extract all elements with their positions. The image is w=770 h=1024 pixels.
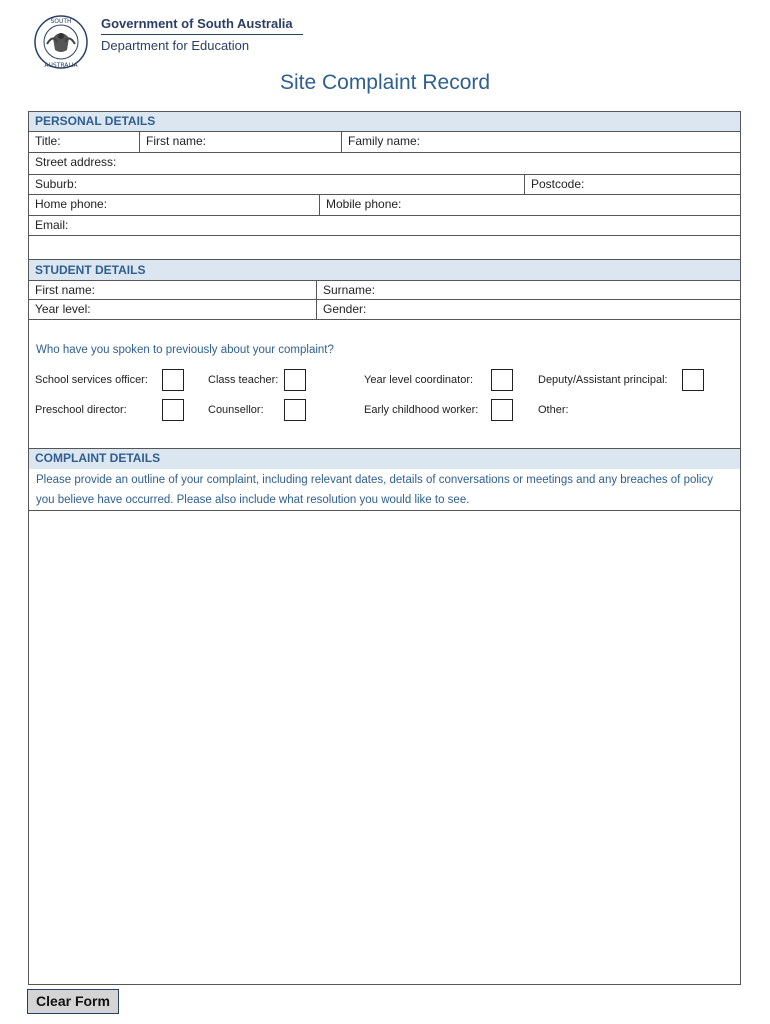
school-services-officer-checkbox[interactable] <box>162 369 184 391</box>
early-childhood-worker-checkbox[interactable] <box>491 399 513 421</box>
student-surname-field[interactable]: Surname: <box>323 283 376 297</box>
option-label: Class teacher: <box>208 374 279 386</box>
student-first-name-field[interactable]: First name: <box>35 283 96 297</box>
deputy-principal-checkbox[interactable] <box>682 369 704 391</box>
spoken-to-question: Who have you spoken to previously about your complaint? <box>36 344 334 356</box>
title-field[interactable]: Title: <box>35 134 61 148</box>
title-name-row <box>29 132 740 153</box>
complaint-text-area[interactable] <box>29 511 740 984</box>
counsellor-checkbox[interactable] <box>284 399 306 421</box>
home-phone-field[interactable]: Home phone: <box>35 197 108 211</box>
first-name-field[interactable]: First name: <box>146 134 207 148</box>
complaint-instructions: Please provide an outline of your complaint, including relevant dates, details of conversations or meetings and any breaches of policy you believe have occurred. Please also include what resolution you would like to see. <box>36 474 713 506</box>
family-name-field[interactable]: Family name: <box>348 134 421 148</box>
email-row <box>29 216 740 236</box>
government-seal-logo <box>33 14 89 70</box>
clear-form-button[interactable]: Clear Form <box>27 989 119 1014</box>
year-level-field[interactable]: Year level: <box>35 302 91 316</box>
complaint-details-heading: COMPLAINT DETAILS <box>35 451 161 465</box>
department-name: Department for Education <box>101 38 250 53</box>
option-label: School services officer: <box>35 374 148 386</box>
spacer-row <box>29 236 740 260</box>
svg-text:AUSTRALIA: AUSTRALIA <box>44 62 78 69</box>
complaint-details-header <box>29 449 740 469</box>
org-name: Government of South Australia <box>101 16 293 31</box>
org-divider <box>101 34 303 35</box>
option-label: Deputy/Assistant principal: <box>538 374 668 386</box>
option-label: Early childhood worker: <box>364 404 479 416</box>
street-address-field[interactable]: Street address: <box>35 155 117 169</box>
mobile-phone-field[interactable]: Mobile phone: <box>326 197 402 211</box>
personal-details-header <box>29 112 740 132</box>
class-teacher-checkbox[interactable] <box>284 369 306 391</box>
postcode-field[interactable]: Postcode: <box>531 177 585 191</box>
page-title: Site Complaint Record <box>279 71 491 94</box>
suburb-field[interactable]: Suburb: <box>35 177 78 191</box>
spoken-to-section <box>29 320 740 449</box>
student-name-row <box>29 281 740 300</box>
suburb-row <box>29 175 740 195</box>
email-field[interactable]: Email: <box>35 218 69 232</box>
student-details-heading: STUDENT DETAILS <box>35 263 146 277</box>
svg-text:SOUTH: SOUTH <box>50 18 72 25</box>
complaint-form <box>28 111 741 985</box>
gender-field[interactable]: Gender: <box>323 302 367 316</box>
personal-details-heading: PERSONAL DETAILS <box>35 114 156 128</box>
year-level-coordinator-checkbox[interactable] <box>491 369 513 391</box>
student-year-row <box>29 300 740 320</box>
preschool-director-checkbox[interactable] <box>162 399 184 421</box>
street-address-row <box>29 153 740 175</box>
student-details-header <box>29 260 740 281</box>
phone-row <box>29 195 740 216</box>
option-label: Preschool director: <box>35 404 127 416</box>
complaint-instructions-row <box>29 469 740 511</box>
other-label: Other: <box>538 404 569 416</box>
option-label: Year level coordinator: <box>364 374 474 386</box>
option-label: Counsellor: <box>208 404 264 416</box>
